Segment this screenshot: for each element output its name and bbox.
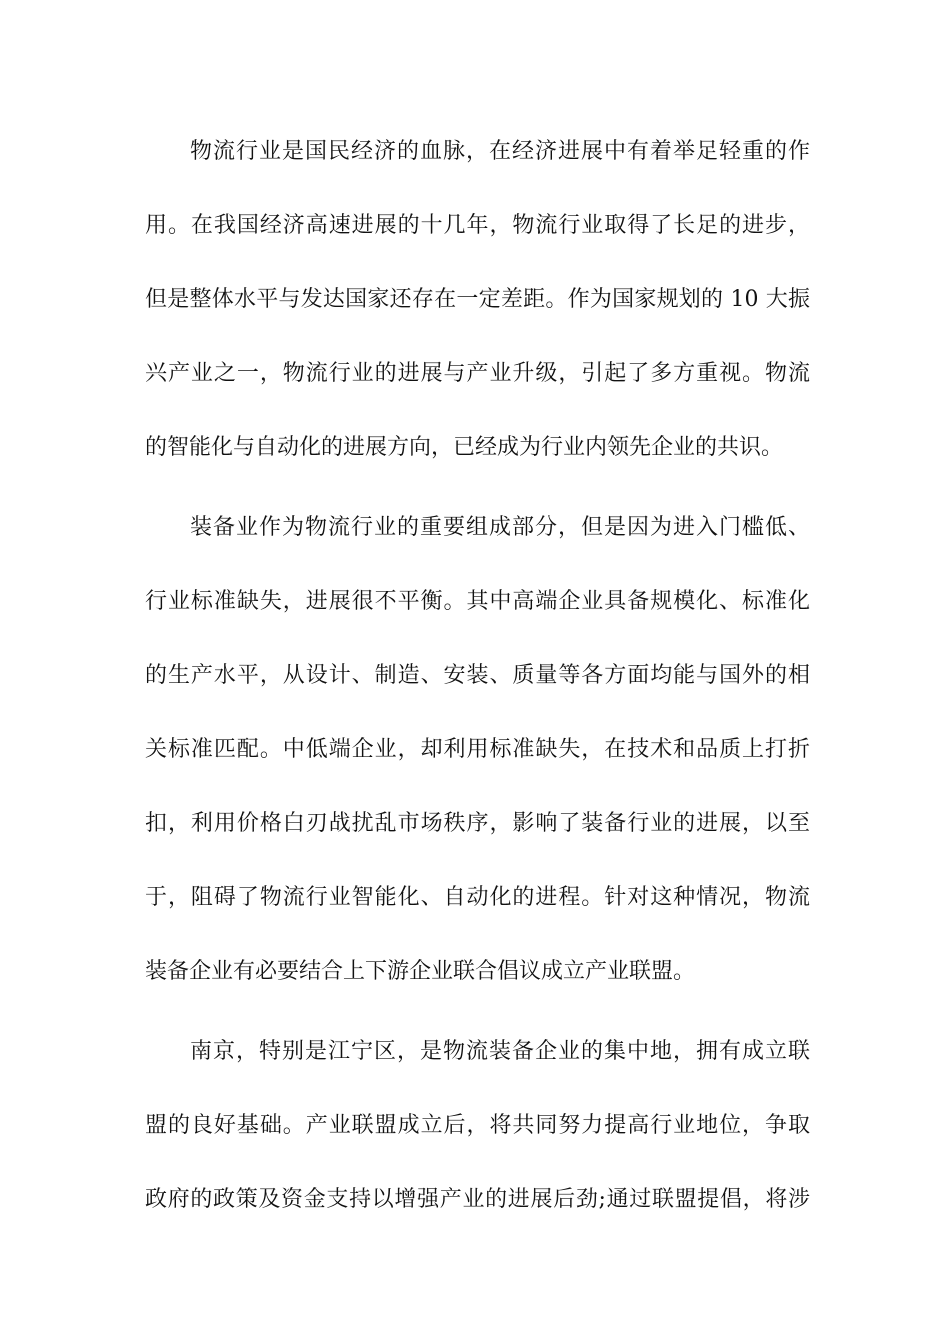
- paragraph-2-line-5: 扣，利用价格白刃战扰乱市场秩序，影响了装备行业的进展，以至: [145, 811, 810, 836]
- paragraph-1-line-2: 用。在我国经济高速进展的十几年，物流行业取得了长足的进步，: [145, 213, 810, 238]
- paragraph-1-line-4: 兴产业之一，物流行业的进展与产业升级，引起了多方重视。物流: [145, 361, 810, 386]
- paragraph-3-line-1: 南京，特别是江宁区，是物流装备企业的集中地，拥有成立联: [190, 1039, 810, 1064]
- paragraph-1-line-1: 物流行业是国民经济的血脉，在经济进展中有着举足轻重的作: [190, 139, 810, 164]
- paragraph-2-line-6: 于，阻碍了物流行业智能化、自动化的进程。针对这种情况，物流: [145, 885, 810, 910]
- paragraph-3-line-2: 盟的良好基础。产业联盟成立后，将共同努力提高行业地位，争取: [145, 1113, 810, 1138]
- paragraph-2-line-2: 行业标准缺失，进展很不平衡。其中高端企业具备规模化、标准化: [145, 589, 810, 614]
- paragraph-3-line-3: 政府的政策及资金支持以增强产业的进展后劲;通过联盟提倡，将涉: [145, 1187, 810, 1212]
- paragraph-2-line-4: 关标准匹配。中低端企业，却利用标准缺失，在技术和品质上打折: [145, 737, 810, 762]
- paragraph-1-line-5: 的智能化与自动化的进展方向，已经成为行业内领先企业的共识。: [145, 435, 784, 460]
- paragraph-2-line-7: 装备企业有必要结合上下游企业联合倡议成立产业联盟。: [145, 959, 696, 984]
- paragraph-2-line-3: 的生产水平，从设计、制造、安装、质量等各方面均能与国外的相: [145, 663, 810, 688]
- paragraph-1-line-3: 但是整体水平与发达国家还存在一定差距。作为国家规划的 10 大振: [145, 287, 810, 312]
- paragraph-2-line-1: 装备业作为物流行业的重要组成部分，但是因为进入门槛低、: [190, 515, 810, 540]
